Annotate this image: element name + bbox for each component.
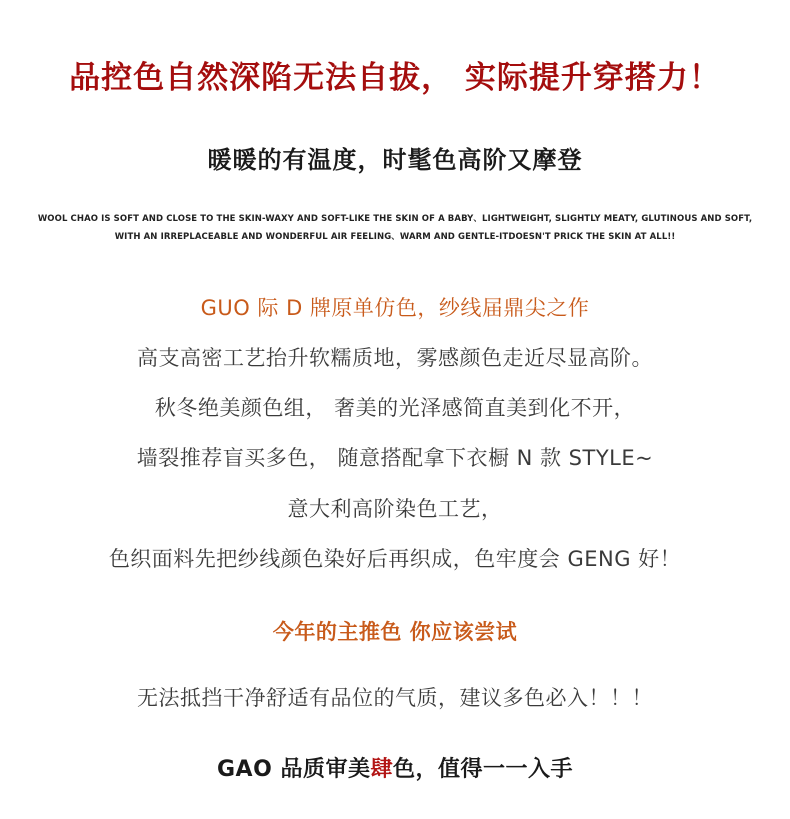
- closing-accent-character: 肆: [370, 757, 393, 782]
- closing-prefix: GAO 品质审美: [217, 757, 371, 782]
- promo-title: 今年的主推色 你应该尝试: [272, 620, 518, 644]
- page-subheadline: 暖暖的有温度，时髦色高阶又摩登: [207, 146, 583, 174]
- section-title: GUO 际 D 牌原单仿色，纱线届鼎尖之作: [200, 296, 590, 320]
- page-headline: 品控色自然深陷无法自拔， 实际提升穿搭力！: [69, 60, 721, 96]
- closing-line: [0, 752, 790, 783]
- body-line: 秋冬绝美颜色组， 奢美的光泽感简直美到化不开，: [154, 396, 636, 420]
- english-description-line-1: WOOL CHAO IS SOFT AND CLOSE TO THE SKIN-WAXY AND SOFT-LIKE THE SKIN OF A BABY、LIGHTWEIGHT, SLIGHTLY MEATY, GLUTINOUS AND SOFT,: [37, 214, 753, 224]
- body-line: 意大利高阶染色工艺，: [287, 497, 503, 521]
- body-line: 高支高密工艺抬升软糯质地，雾感颜色走近尽显高阶。: [137, 346, 653, 370]
- english-description-line-2: WITH AN IRREPLACEABLE AND WONDERFUL AIR FEELING、WARM AND GENTLE-ITDOESN'T PRICK THE SKIN AT ALL!!: [114, 232, 676, 242]
- body-line: 墙裂推荐盲买多色， 随意搭配拿下衣橱 N 款 STYLE~: [136, 446, 654, 470]
- body-line: 色织面料先把纱线颜色染好后再织成，色牢度会 GENG 好！: [108, 547, 682, 571]
- promo-body: 无法抵挡干净舒适有品位的气质，建议多色必入！！！: [137, 686, 653, 710]
- closing-suffix: 色，值得一一入手: [392, 757, 573, 782]
